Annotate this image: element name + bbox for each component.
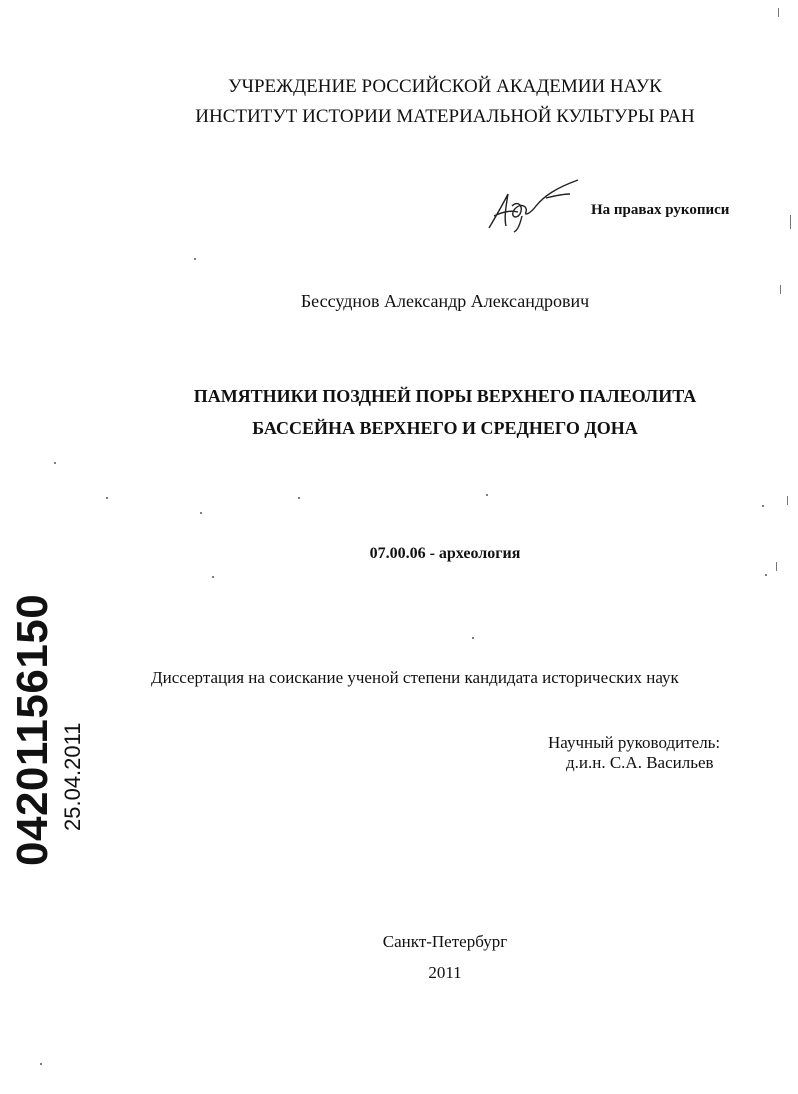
title-line-2: БАССЕЙНА ВЕРХНЕГО И СРЕДНЕГО ДОНА <box>252 418 638 438</box>
library-stamp-date: 25.04.2011 <box>60 722 85 831</box>
library-stamp-number: 04201156150 <box>8 593 57 866</box>
city: Санкт-Петербург <box>382 932 508 951</box>
manuscript-note: На правах рукописи <box>591 202 730 218</box>
signature-image <box>484 176 584 236</box>
institution-line-1: УЧРЕЖДЕНИЕ РОССИЙСКОЙ АКАДЕМИИ НАУК <box>228 76 662 97</box>
title-line-1: ПАМЯТНИКИ ПОЗДНЕЙ ПОРЫ ВЕРХНЕГО ПАЛЕОЛИТА <box>193 386 697 406</box>
institution-line-2: ИНСТИТУТ ИСТОРИИ МАТЕРИАЛЬНОЙ КУЛЬТУРЫ РАН <box>195 106 695 127</box>
supervisor-label: Научный руководитель: <box>548 733 721 752</box>
author-name: Бессуднов Александр Александрович <box>300 291 590 311</box>
year: 2011 <box>428 963 462 982</box>
specialty: 07.00.06 - археология <box>369 545 521 562</box>
degree-statement: Диссертация на соискание ученой степени кандидата исторических наук <box>151 668 679 687</box>
supervisor-name: д.и.н. С.А. Васильев <box>566 753 714 772</box>
